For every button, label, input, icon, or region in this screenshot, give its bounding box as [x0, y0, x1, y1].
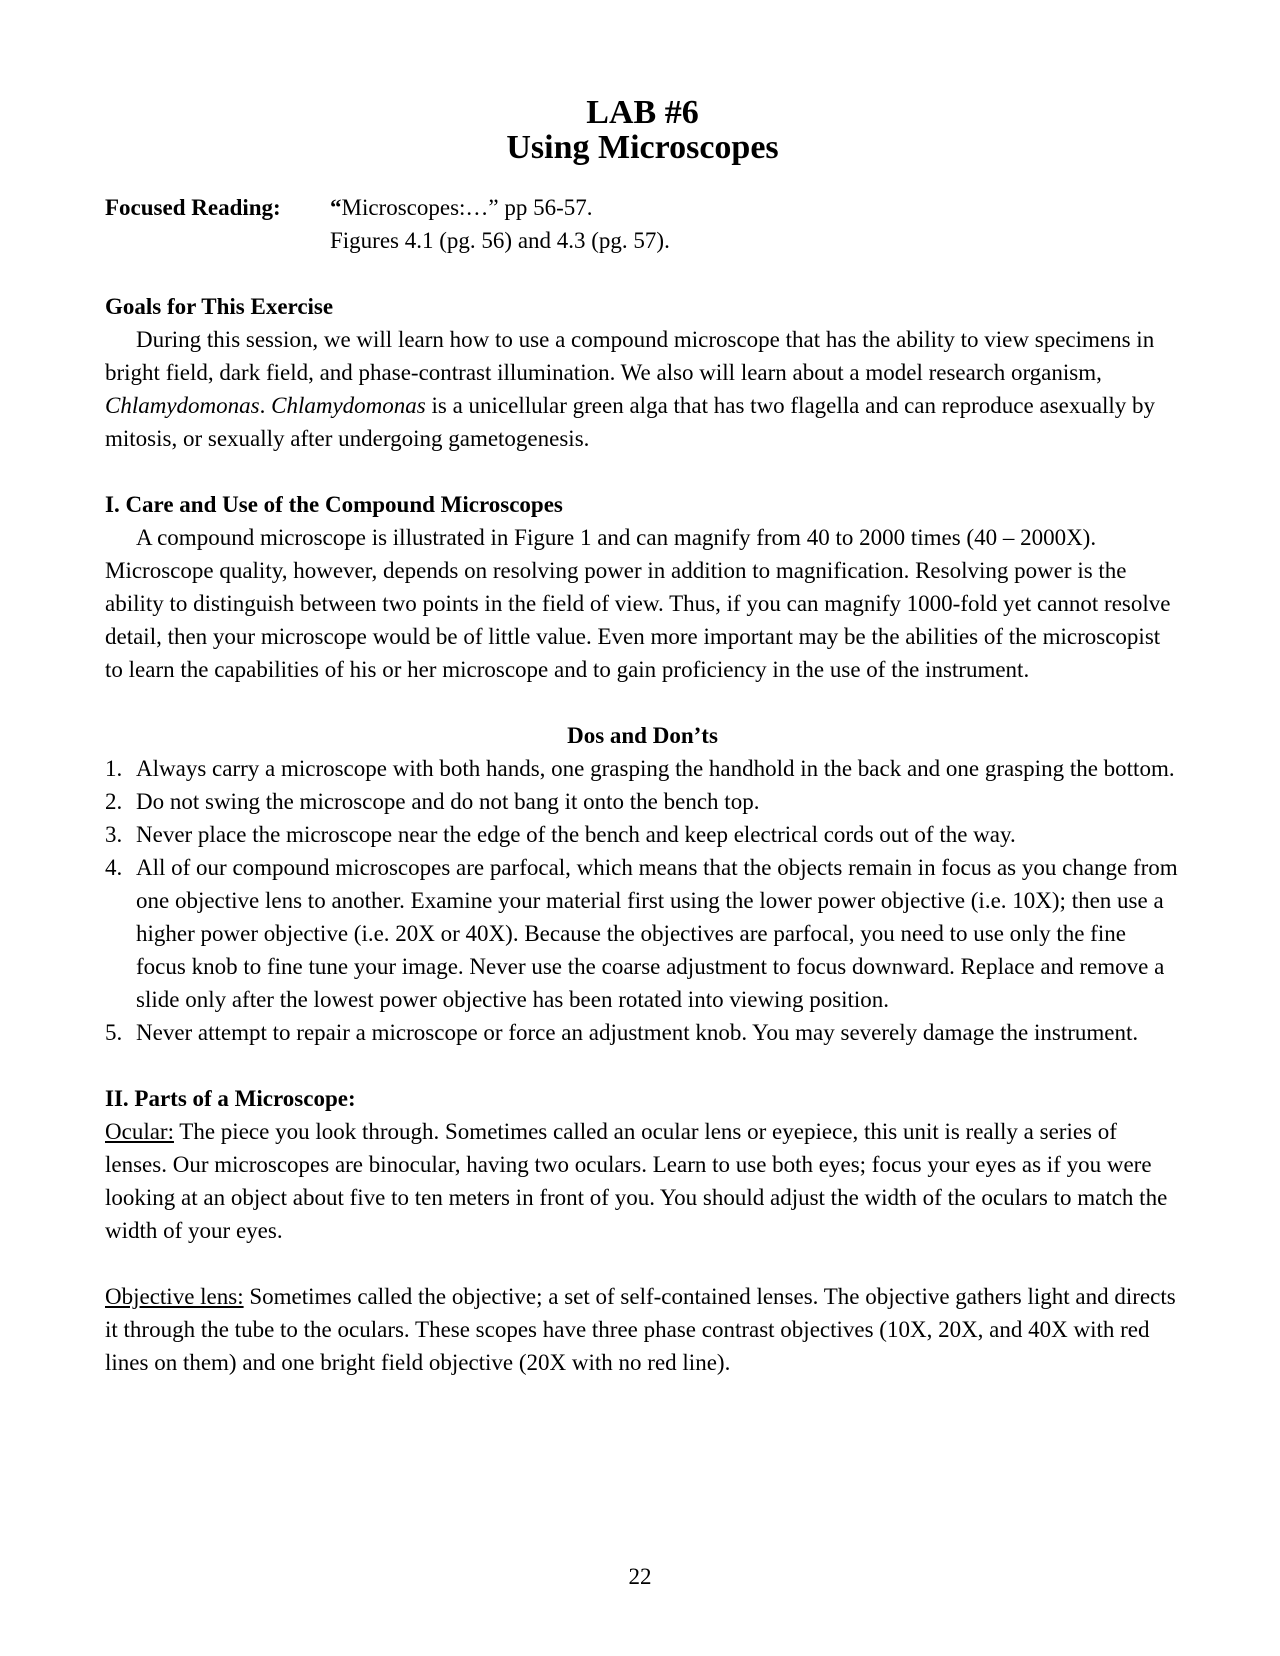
list-item-text: All of our compound microscopes are parfocal, which means that the objects remain in focus as you change from one objective lens to another. Examine your material first using the lower power objective (i.e. 10X); then use a higher power objective (i.e. 20X or 40X). Because the objectives are parfocal, you need to use only the fine focus knob to fine tune your image. Never use the coarse adjustment to focus downward. Replace and remove a slide only after the lowest power objective has been rotated into viewing position.: [136, 855, 1178, 1012]
dos-donts-heading: Dos and Don’ts: [567, 723, 718, 748]
list-item-number: 2.: [105, 789, 123, 814]
list-item: [105, 1016, 1180, 1049]
goals-heading: Goals for This Exercise: [105, 294, 334, 319]
list-item-text: Do not swing the microscope and do not bang it onto the bench top.: [136, 789, 760, 814]
list-item-number: 4.: [105, 855, 123, 880]
list-item-text: Never place the microscope near the edge of the bench and keep electrical cords out of the way.: [136, 822, 1016, 847]
objective-paragraph: [105, 1280, 1180, 1379]
list-item-number: 5.: [105, 1020, 123, 1045]
section-1-paragraph: A compound microscope is illustrated in Figure 1 and can magnify from 40 to 2000 times (40 – 2000X). Microscope quality, however, depends on resolving power in addition to magnification. Resolving power is the ability to distinguish between two points in the field of view. Thus, if you can magnify 1000-fold yet cannot resolve detail, then your microscope would be of little value. Even more important may be the abilities of the microscopist to learn the capabilities of his or her microscope and to gain proficiency in the use of the instrument.: [105, 525, 1171, 682]
list-item: [105, 752, 1180, 785]
goals-text-c: is a unicellular green alga that has two flagella and can reproduce asexually by mitosis, or sexually after undergoing gametogenesis.: [105, 393, 1156, 451]
section-1-heading: I. Care and Use of the Compound Microscopes: [105, 492, 563, 517]
dos-donts-list: [105, 752, 1180, 1049]
goals-paragraph: [105, 323, 1180, 455]
page-title: [105, 95, 1180, 165]
ocular-paragraph: [105, 1115, 1180, 1247]
objective-text: Sometimes called the objective; a set of self-contained lenses. The objective gathers light and directs it through the tube to the oculars. These scopes have three phase contrast objectives (10X, 20X, and 40X with red lines on them) and one bright field objective (20X with no red line).: [105, 1284, 1176, 1375]
reading-reference-1-text: Microscopes:…” pp 56-57.: [341, 195, 593, 220]
page-number: 22: [628, 1564, 652, 1589]
objective-term: Objective lens:: [105, 1284, 244, 1309]
focused-reading-label: Focused Reading:: [105, 195, 281, 220]
list-item-number: 1.: [105, 756, 123, 781]
document-page: [105, 95, 1180, 1379]
reading-reference-1: [330, 191, 670, 224]
title-line-1: LAB #6: [586, 94, 699, 131]
focused-reading-references: [330, 191, 670, 257]
organism-name: Chlamydomonas: [271, 393, 426, 418]
section-2-heading: II. Parts of a Microscope:: [105, 1086, 356, 1111]
list-item: [105, 851, 1180, 1016]
list-item: [105, 818, 1180, 851]
ocular-text: The piece you look through. Sometimes called an ocular lens or eyepiece, this unit is really a series of lenses. Our microscopes are binocular, having two oculars. Learn to use both eyes; focus your eyes as if you were looking at an object about five to ten meters in front of you. You should adjust the width of the oculars to match the width of your eyes.: [105, 1119, 1168, 1243]
goals-text-b: .: [259, 393, 272, 418]
ocular-term: Ocular:: [105, 1119, 174, 1144]
list-item: [105, 785, 1180, 818]
organism-name: Chlamydomonas: [105, 393, 260, 418]
list-item-number: 3.: [105, 822, 123, 847]
goals-text-a: During this session, we will learn how to use a compound microscope that has the ability to view specimens in bright field, dark field, and phase-contrast illumination. We also will learn about a model research organism,: [105, 327, 1155, 385]
quote-mark: “: [330, 195, 342, 220]
list-item-text: Always carry a microscope with both hands, one grasping the handhold in the back and one grasping the bottom.: [136, 756, 1175, 781]
title-line-2: Using Microscopes: [506, 129, 779, 166]
focused-reading: [105, 191, 1180, 257]
list-item-text: Never attempt to repair a microscope or force an adjustment knob. You may severely damage the instrument.: [136, 1020, 1139, 1045]
reading-reference-2: Figures 4.1 (pg. 56) and 4.3 (pg. 57).: [330, 228, 670, 253]
